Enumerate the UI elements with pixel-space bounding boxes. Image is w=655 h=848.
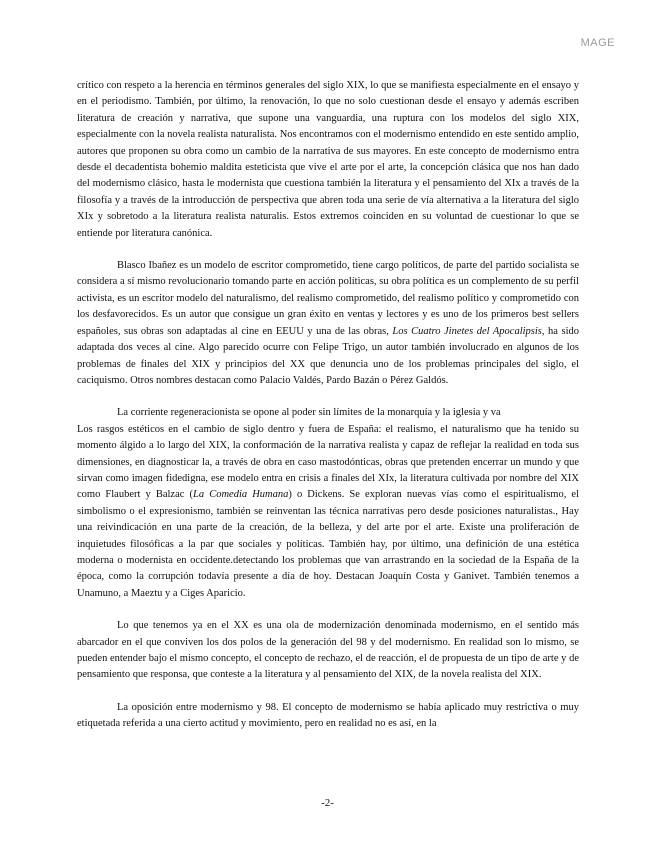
book-title: La Comedia Humana [193,489,289,501]
paragraph-opposition: La oposición entre modernismo y 98. El concepto de modernismo se había aplicado muy restrictiva o muy etiquetada referida a una cierto actitud y movimiento, pero en realidad no es así, en la [77,701,579,730]
paragraph-text: Los rasgos estéticos en el cambio de siglo dentro y fuera de España: el realismo, el naturalismo que ha tenido su momento álgido a lo largo del XIX, la conformación de la narrativa realista y capaz de reflejar la realidad en toda sus dimensiones, en diagnosticar la, a través de obra en caso mastodónticas, obras que pretenden encerrar un mundo y que sirvan como imagen fidedigna, ese modelo entra en crisis a finales del XIx, la literatura cultivada por nombre del XIX como Flaubert y Balzac ( [77,423,579,501]
book-title: Los Cuatro Jinetes del Apocalipsis [392,325,542,337]
paragraph-aesthetic-traits [77,422,579,602]
paragraph-modernism-definition: crítico con respeto a la herencia en términos generales del siglo XIX, lo que se manifiesta especialmente en el ensayo y en el periodismo. También, por último, la renovación, lo que no solo cuestionan desde el ensayo y además escriben literatura de creación y narrativa, que supone una vanguardia, una ruptura con los modelos del siglo XIX, especialmente con la novela realista naturalista. Nos encontramos con el modernismo entendido en este sentido amplio, autores que proponen su obra como un cambio de la narrativa de sus mayores. En este concepto de modernismo entra desde el decadentista bohemio maldita esteticista que vive el arte por el arte, la concepción clásica que nos han dado del modernismo clásico, hasta le modernista que cuestiona también la literatura y el pensamiento del XIx a través de la filosofía y a través de la introducción de perspectiva que abren toda una serie de vía alternativa a la literatura del siglo XIx y sobretodo a la literatura realista naturalis. Estos extremos coinciden en su voluntad de cuestionar lo que se entiende por literatura canónica. [77,80,579,239]
document-body [77,78,579,749]
paragraph-blasco-ibanez [77,258,579,389]
paragraph-text: Blasco Ibañez es un modelo de escritor comprometido, tiene cargo políticos, de parte del partido socialista se considera a sí mismo revolucionario tomando parte en acción políticas, su obra política es un complemento de su perfil activista, es un escritor modelo del naturalismo, del realismo comprometido, del realismo político y comprometido con los desfavorecidos. Es un autor que consigue un gran éxito en ventas y lectores y es uno de los primeros best sellers españoles, sus obras son adaptadas al cine en EEUU y una de las obras, [77,260,579,337]
paragraph-modernization: Lo que tenemos ya en el XX es una ola de modernización denominada modernismo, en el sentido más abarcador en el que conviven los dos polos de la generación del 98 y del modernismo. En realidad son lo mismo, se pueden entender bajo el mismo concepto, el concepto de rechazo, el de reacción, el de propuesta de un tipo de arte y de pensamiento que responsa, que conteste a la literatura y al pensamiento del XIX, de la novela realista del XIX. [77,620,579,681]
page-header: MAGE [580,37,615,49]
paragraph-text: ) o Dickens. Se exploran nuevas vías como el espiritualismo, el simbolismo o el expresionismo, también se reinventan las técnica narrativas pero desde posiciones naturalistas., Hay una reivindicación en una parte de la creación, de la belleza, y del arte por el arte. Existe una proliferación de inquietudes filosóficas a la par que sociales y políticas. También hay, por último, una definición de una estética moderna o modernista en occidente.detectando los problemas que van arrastrando en la sociedad de la España de la época, como la corrupción todavía presente a día de hoy. Destacan Joaquín Costa y Ganivet. También tenemos a Unamuno, a Maeztu y a Ciges Aparicio. [77,489,579,599]
paragraph-text: , ha sido adaptada dos veces al cine. Algo parecido ocurre con Felipe Trigo, un autor también involucrado en algunos de los problemas de finales del XIX y principios del XX que denuncia uno de los problemas principales del siglo, el caciquismo. Otros nombres destacan como Palacio Valdés, Pardo Bazán o Pérez Galdós. [77,325,579,386]
paragraph-regeneracionista: La corriente regeneracionista se opone al poder sin límites de la monarquía y la iglesia y va [117,407,501,419]
page-number: -2- [321,797,334,809]
